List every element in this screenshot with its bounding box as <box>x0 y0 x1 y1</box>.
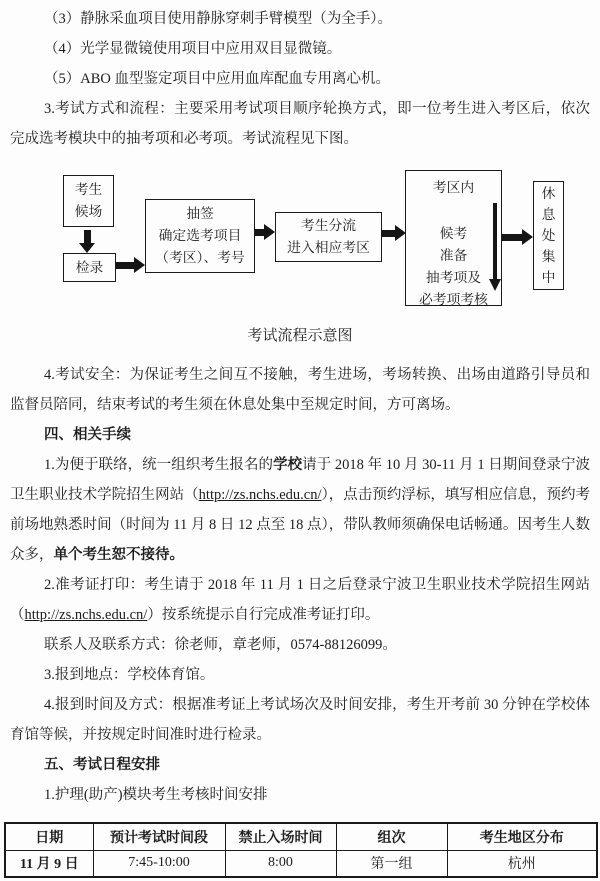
diagram-caption: 考试流程示意图 <box>247 328 353 344</box>
table-header-entry-deadline: 禁止入场时间 <box>225 823 336 850</box>
paragraph-exam-safety: 4.考试安全：为保证考生之间互不接触，考生进场，考场转换、出场由道路引导员和监督员陪同，结束考试的考生须在休息处集中至规定时间，方可离场。 <box>10 367 590 413</box>
schedule-table <box>4 822 598 878</box>
table-cell-exam-period: 7:45-10:00 <box>93 850 225 877</box>
paragraph-report-time: 4.报到时间及方式：根据准考证上考试场次及时间安排，考生开考前 30 分钟在学校体育馆等候，并按规定时间准时进行检录。 <box>10 697 590 743</box>
table-row <box>5 850 597 877</box>
flow-arrow-right-icon <box>502 229 533 245</box>
flow-box-text: 检录 <box>75 259 104 275</box>
paragraph-equipment-item3: （3）静脉采血项目使用静脉穿刺手臂模型（为全手）。 <box>44 11 392 27</box>
paragraph-admission-ticket <box>10 570 590 630</box>
flow-box-candidate-split <box>275 212 382 262</box>
flow-box-text: 休息处集中 <box>541 186 556 285</box>
flow-arrow-down-icon <box>79 230 95 253</box>
paragraph-nursing-module-title: 1.护理(助产)模块考生考核时间安排 <box>44 787 268 803</box>
paragraph-exam-method: 3.考试方式和流程：主要采用考试项目顺序轮换方式，即一位考生进入考区后，依次完成选考模块中的抽考项和必考项。考试流程见下图。 <box>10 101 590 147</box>
flow-box-text: 确定选考项目 <box>158 228 242 243</box>
flow-box-text: 进入相应考区 <box>287 240 370 255</box>
flow-box-text: 抽考项及 <box>425 270 482 285</box>
flow-arrow-right-icon <box>116 257 145 273</box>
paragraph-report-location: 3.报到地点：学校体育馆。 <box>44 667 215 683</box>
text-segment: 2.准考证打印：考生请于 2018 年 11 月 1 日之后登录宁波卫生职业技术学院招生网站（ <box>10 577 590 623</box>
flow-box-text: （考区）、考号 <box>155 250 245 265</box>
section-heading-schedule: 五、考试日程安排 <box>44 757 160 773</box>
table-header-region: 考生地区分布 <box>447 823 597 850</box>
table-cell-date: 11 月 9 日 <box>5 850 93 877</box>
table-header-date: 日期 <box>5 823 93 850</box>
enrollment-site-link[interactable]: http://zs.nchs.edu.cn/ <box>198 487 322 503</box>
text-segment-bold: 单个考生恕不接待。 <box>53 547 184 563</box>
flow-box-text: 准备 <box>439 248 468 263</box>
flow-box-checkin <box>63 253 116 282</box>
paragraph-contact-info: 联系人及联系方式：徐老师，章老师，0574-88126099。 <box>44 637 397 653</box>
text-segment: 1.为便于联络，统一组织考生报名的 <box>44 457 274 473</box>
table-header-exam-period: 预计考试时间段 <box>93 823 225 850</box>
paragraph-equipment-item4: （4）光学显微镜使用项目中应用双目显微镜。 <box>44 41 342 57</box>
text-segment: ）按系统提示自行完成准考证打印。 <box>147 607 380 623</box>
text-segment-bold: 学校 <box>273 457 303 473</box>
flow-arrow-right-icon <box>382 225 406 241</box>
table-header-group: 组次 <box>336 823 447 850</box>
flow-box-text: 考生 <box>74 182 103 197</box>
flow-box-text: 考区内 <box>432 180 475 195</box>
paragraph-registration-notice <box>10 450 590 570</box>
section-heading-procedures: 四、相关手续 <box>44 427 131 443</box>
schedule-table-wrapper <box>4 822 596 878</box>
table-cell-group: 第一组 <box>336 850 447 877</box>
table-cell-region: 杭州 <box>447 850 597 877</box>
flow-box-exam-zone <box>405 170 502 306</box>
flow-box-candidate-waiting <box>63 175 114 227</box>
table-cell-entry-deadline: 8:00 <box>225 850 336 877</box>
flow-box-text: 候考 <box>439 226 468 241</box>
flow-box-text: 必考项考核 <box>419 292 488 307</box>
flow-arrow-right-icon <box>255 224 275 240</box>
flow-box-draw-lots <box>145 199 255 273</box>
text-segment: 请于 2018 年 10 月 30-11 月 1 日期间登录宁波卫生职业技术学院招生网站（ <box>10 457 591 503</box>
table-header-row <box>5 823 597 850</box>
text-segment: ），点击预约浮标，填写相应信息，预约考前场地熟悉时间（时间为 11 月 8 日 12 点至 18 点），带队教师须确保电话畅通。因考生人数众多， <box>10 487 590 563</box>
flow-box-text: 抽签 <box>186 206 214 221</box>
paragraph-equipment-item5: （5）ABO 血型鉴定项目中应用血库配血专用离心机。 <box>44 71 390 87</box>
flow-box-text: 候场 <box>74 204 103 219</box>
flow-box-rest-area <box>533 181 564 290</box>
enrollment-site-link[interactable]: http://zs.nchs.edu.cn/ <box>24 607 148 623</box>
flow-arrow-down-thin-icon <box>489 203 501 291</box>
exam-flow-diagram <box>10 160 590 308</box>
flow-box-text: 考生分流 <box>300 218 357 233</box>
